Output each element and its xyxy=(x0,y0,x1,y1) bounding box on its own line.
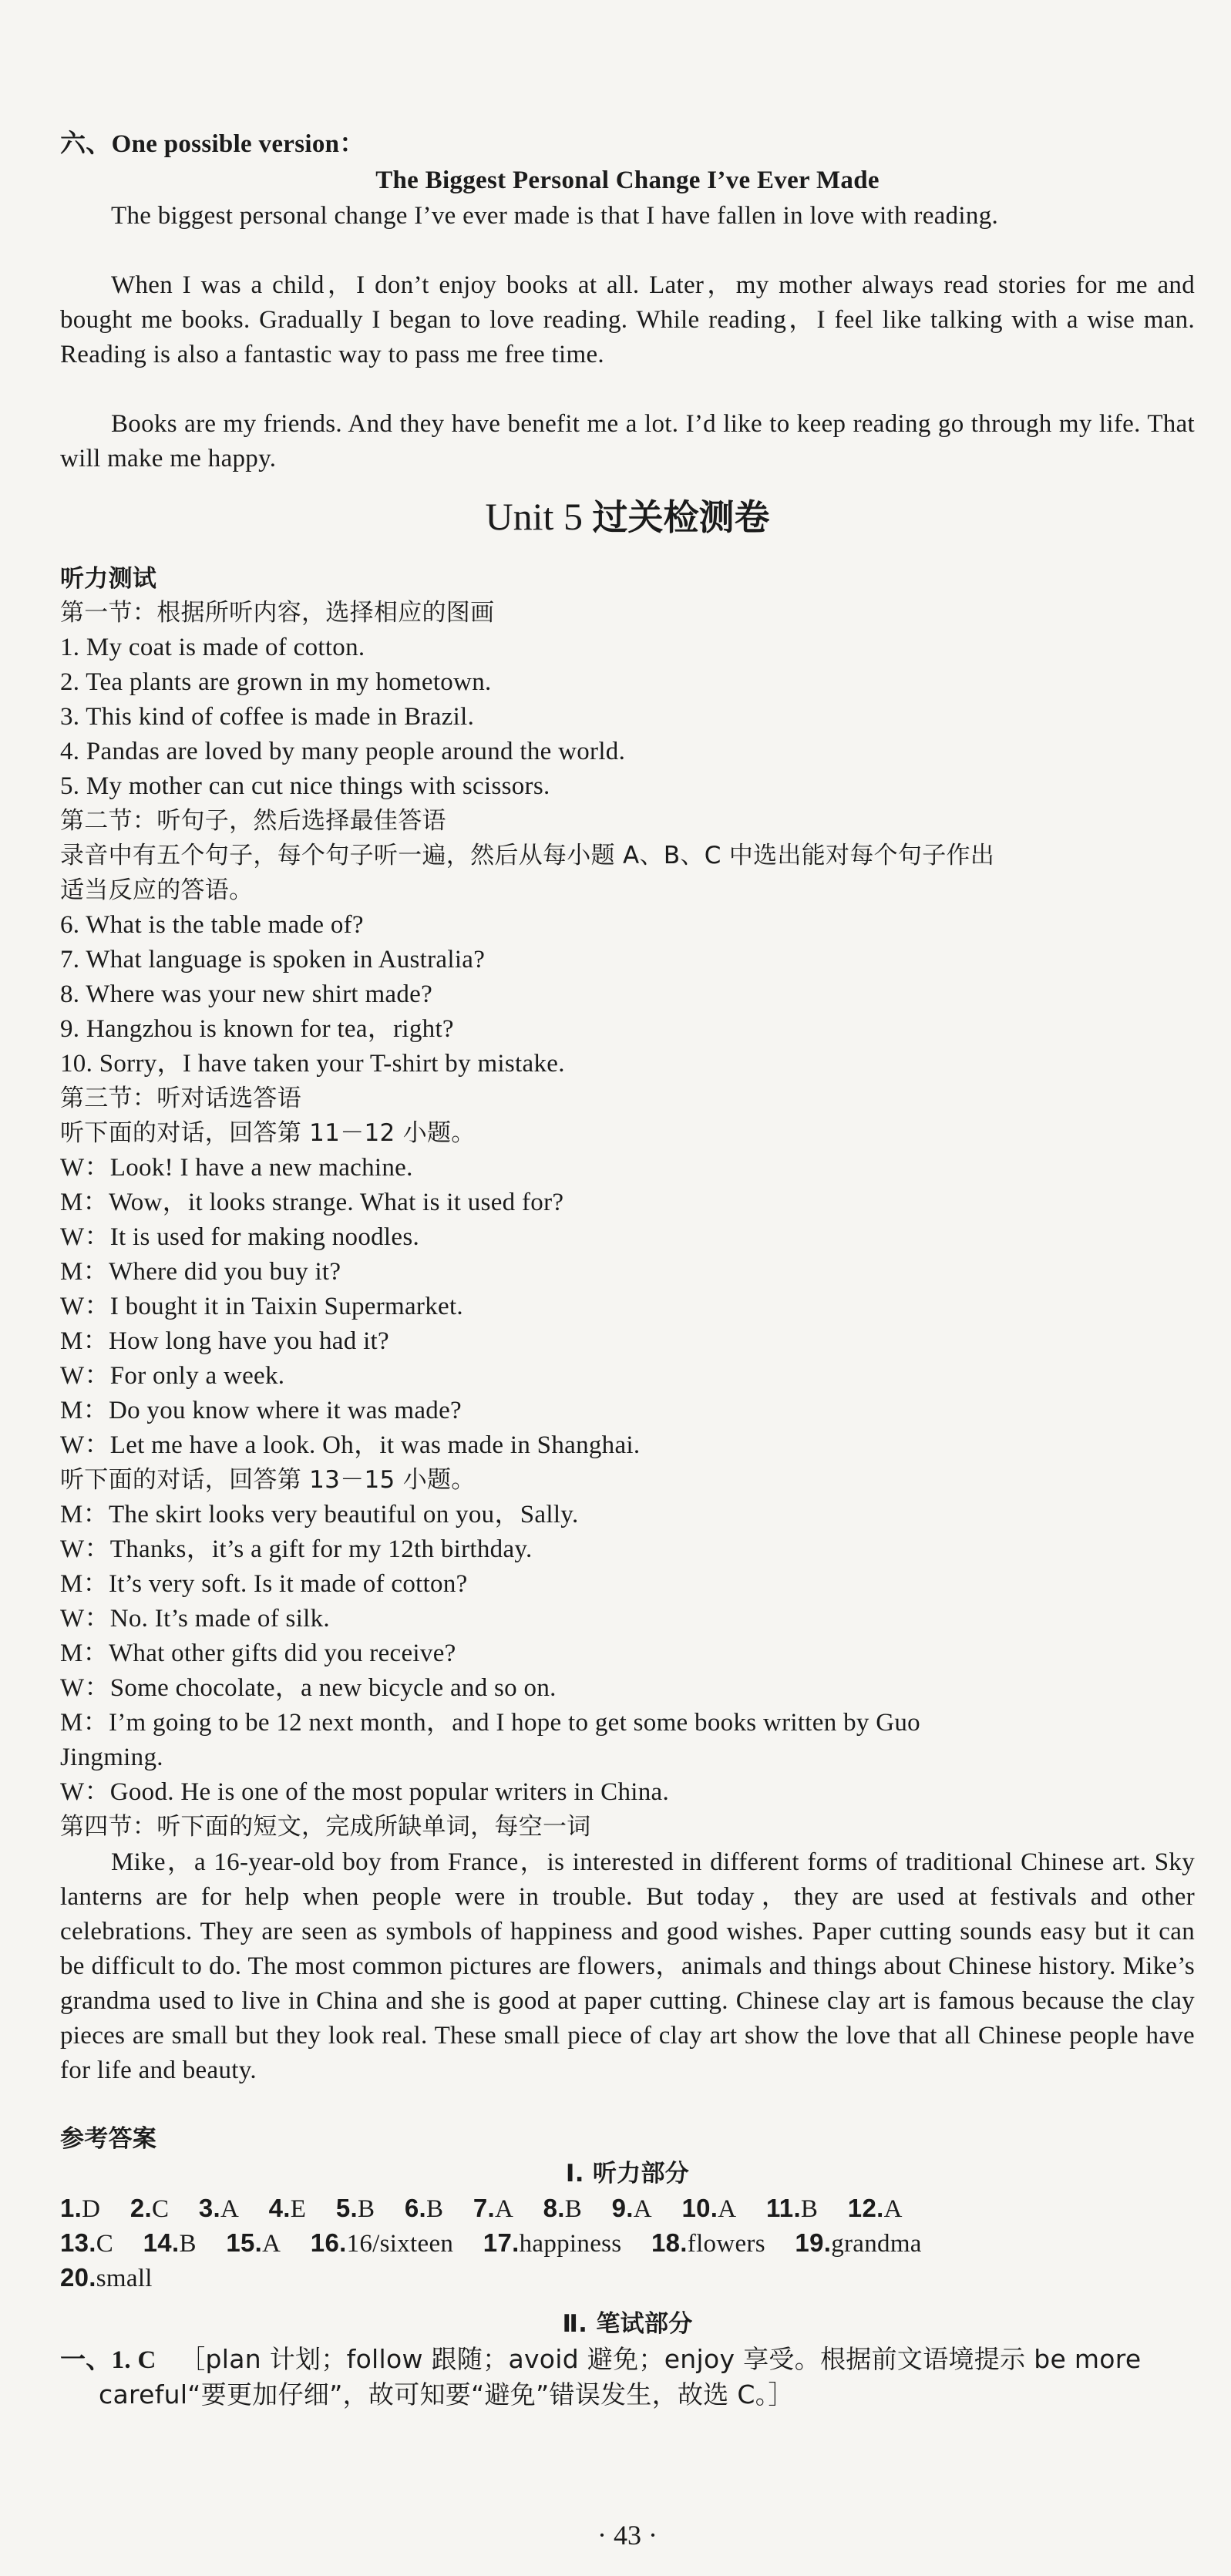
dialog-line: W：I bought it in Taixin Supermarket. xyxy=(60,1293,463,1320)
dialog-line: W：For only a week. xyxy=(60,1362,285,1390)
list-item: 6. What is the table made of? xyxy=(60,911,364,939)
dialog-line: W：Look! I have a new machine. xyxy=(60,1154,413,1182)
answer-item: 15.A xyxy=(226,2228,281,2258)
part2-instruction: 录音中有五个句子，每个句子听一遍，然后从每小题 A、B、C 中选出能对每个句子作出 xyxy=(60,842,995,869)
answer-item: 17.happiness xyxy=(483,2228,622,2258)
answer-item: 6.B xyxy=(404,2194,444,2223)
dialog-line: W：Let me have a look. Oh，it was made in Shanghai. xyxy=(60,1431,641,1459)
answer-item: 19.grandma xyxy=(795,2228,922,2258)
dialog-line: Jingming. xyxy=(60,1744,163,1771)
listening-heading: 听力测试 xyxy=(60,565,157,593)
answers-part2-title: Ⅱ. 笔试部分 xyxy=(562,2310,693,2338)
question-label: 一、1. C xyxy=(60,2346,156,2374)
dialog-line: M：What other gifts did you receive? xyxy=(60,1639,456,1667)
dialog-line: W：Good. He is one of the most popular writers in China. xyxy=(60,1778,670,1806)
dialog-line: M：It’s very soft. Is it made of cotton? xyxy=(60,1570,468,1598)
list-item: 1. My coat is made of cotton. xyxy=(60,634,365,661)
unit-title-en: Unit 5 xyxy=(485,495,593,538)
dialog-line: W：No. It’s made of silk. xyxy=(60,1605,330,1633)
dialog-line: M：The skirt looks very beautiful on you，Sally. xyxy=(60,1501,579,1528)
essay-paragraph: When I was a child，I don’t enjoy books at all. Later，my mother always read stories for me and bought me books. Gradually I began to love reading. While reading，I feel like talking with a wise man. Reading is also a fantastic way to pass me free time. xyxy=(60,271,1195,368)
part2-title: 第二节：听句子，然后选择最佳答语 xyxy=(60,807,446,835)
essay-paragraph: The biggest personal change I’ve ever made is that I have fallen in love with reading. xyxy=(111,202,999,230)
unit-title xyxy=(60,493,1195,540)
answer-item: 3.A xyxy=(198,2194,240,2223)
dialog2-intro: 听下面的对话，回答第 13－15 小题。 xyxy=(60,1466,476,1494)
answer-item: 5.B xyxy=(335,2194,375,2223)
list-item: 3. This kind of coffee is made in Brazil. xyxy=(60,703,475,731)
section-label: 六、One possible version： xyxy=(60,130,365,158)
dialog-line: W：Thanks，it’s a gift for my 12th birthday. xyxy=(60,1535,533,1563)
part4-title: 第四节：听下面的短文，完成所缺单词，每空一词 xyxy=(60,1813,591,1841)
answer-item: 13.C xyxy=(60,2228,114,2258)
answer-item: 14.B xyxy=(143,2228,197,2258)
dialog-line: M：Do you know where it was made? xyxy=(60,1397,462,1424)
answers-row-3 xyxy=(60,2262,176,2295)
list-item: 9. Hangzhou is known for tea，right? xyxy=(60,1015,454,1043)
answers-part1-title: Ⅰ. 听力部分 xyxy=(565,2160,690,2188)
answer-item: 11.B xyxy=(765,2194,819,2223)
list-item: 8. Where was your new shirt made? xyxy=(60,980,433,1008)
dialog-line: W：Some chocolate，a new bicycle and so on. xyxy=(60,1674,557,1702)
answer-item: 18.flowers xyxy=(651,2228,765,2258)
unit-title-cn: 过关检测卷 xyxy=(592,496,770,538)
part4-passage: Mike，a 16-year-old boy from France，is interested in different forms of traditional Chinese art. Sky lanterns are for help when people were in trouble. But today，they are used at festivals and other celebrations. They are seen as symbols of happiness and good wishes. Paper cutting sounds easy but it can be difficult to do. The most common pictures are flowers，animals and things about Chinese history. Mike’s grandma used to live in China and she is good at paper cutting. Chinese clay art is famous because the clay pieces are small but they look real. These small piece of clay art show the love that all Chinese people have for life and beauty. xyxy=(60,1848,1195,2084)
answer-item: 8.B xyxy=(543,2194,583,2223)
answer-item: 4.E xyxy=(268,2194,307,2223)
page-number: · 43 · xyxy=(597,2520,658,2551)
essay-title: The Biggest Personal Change I’ve Ever Made xyxy=(375,166,880,194)
dialog-line: M：I’m going to be 12 next month，and I hope to get some books written by Guo xyxy=(60,1709,920,1737)
dialog1-intro: 听下面的对话，回答第 11－12 小题。 xyxy=(60,1119,476,1147)
answer-item: 16.16/sixteen xyxy=(310,2228,454,2258)
essay-paragraph: Books are my friends. And they have benefit me a lot. I’d like to keep reading go through my life. That will make me happy. xyxy=(60,410,1195,472)
list-item: 10. Sorry，I have taken your T-shirt by mistake. xyxy=(60,1050,565,1078)
list-item: 4. Pandas are loved by many people around the world. xyxy=(60,738,626,765)
list-item: 5. My mother can cut nice things with scissors. xyxy=(60,772,550,800)
answer-explanation xyxy=(60,2343,1142,2376)
answer-item: 9.A xyxy=(611,2194,652,2223)
answers-heading: 参考答案 xyxy=(60,2125,157,2153)
part3-title: 第三节：听对话选答语 xyxy=(60,1085,301,1112)
answer-item: 12.A xyxy=(847,2194,903,2223)
dialog-line: M：Wow，it looks strange. What is it used for? xyxy=(60,1189,564,1216)
list-item: 7. What language is spoken in Australia? xyxy=(60,946,486,974)
answer-item: 20.small xyxy=(60,2263,153,2292)
dialog-line: M：Where did you buy it? xyxy=(60,1258,341,1286)
explanation-text: careful“要更加仔细”，故可知要“避免”错误发生，故选 C。］ xyxy=(99,2379,794,2410)
answers-row-2 xyxy=(60,2227,945,2260)
list-item: 2. Tea plants are grown in my hometown. xyxy=(60,668,492,696)
answer-item: 2.C xyxy=(129,2194,170,2223)
answer-item: 7.A xyxy=(473,2194,514,2223)
dialog-line: M：How long have you had it? xyxy=(60,1327,389,1355)
answer-item: 10.A xyxy=(681,2194,737,2223)
answers-row-1 xyxy=(60,2192,926,2225)
part1-title: 第一节：根据所听内容，选择相应的图画 xyxy=(60,599,495,627)
explanation-text: ［plan 计划；follow 跟随；avoid 避免；enjoy 享受。根据前文语境提示 be more xyxy=(180,2344,1142,2374)
dialog-line: W：It is used for making noodles. xyxy=(60,1223,420,1251)
answer-item: 1.D xyxy=(60,2194,101,2223)
part2-instruction: 适当反应的答语。 xyxy=(60,876,254,904)
